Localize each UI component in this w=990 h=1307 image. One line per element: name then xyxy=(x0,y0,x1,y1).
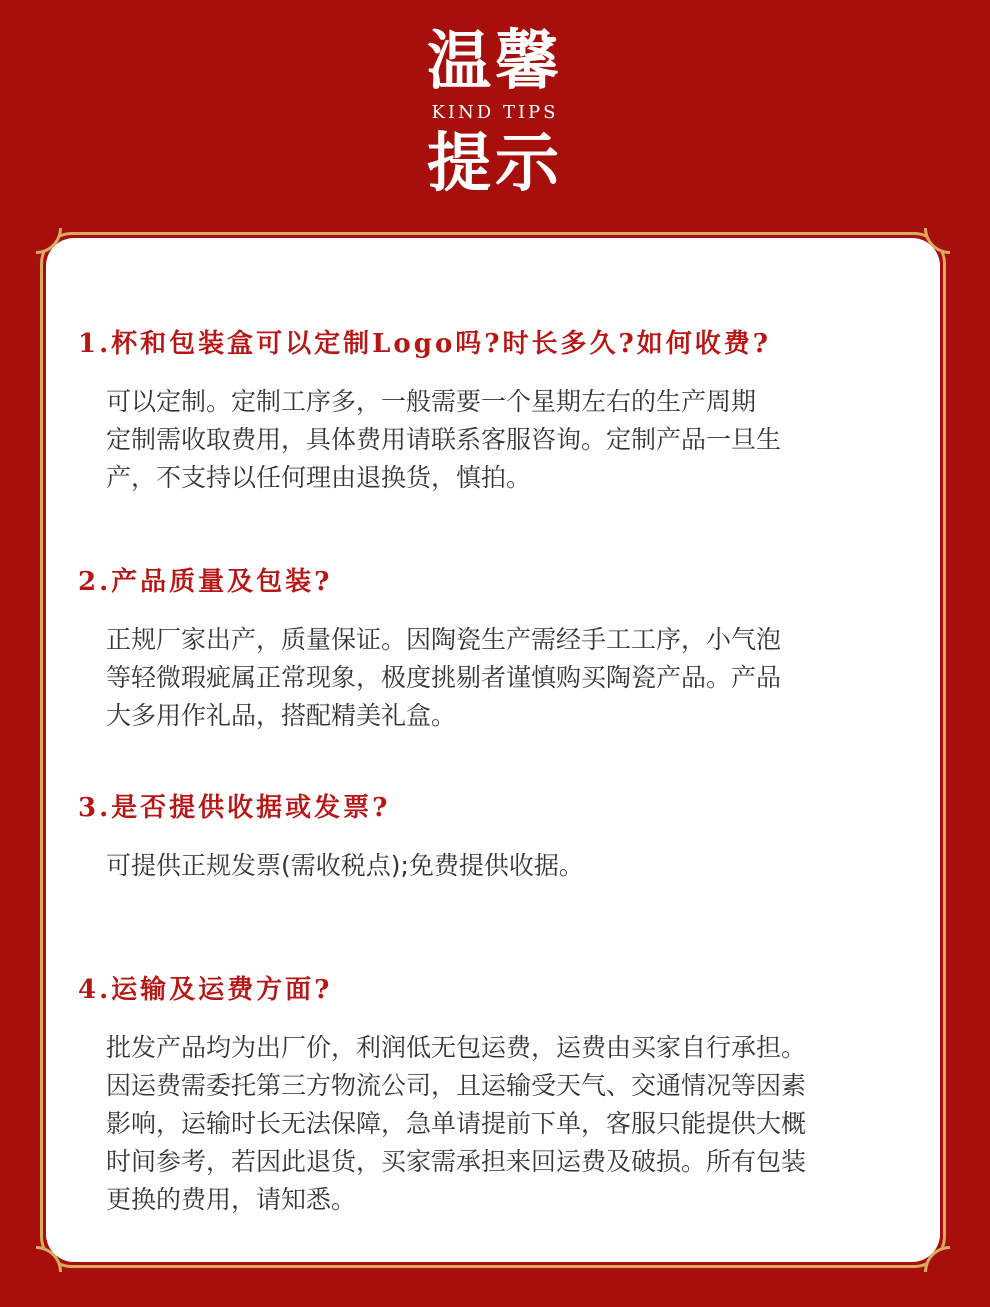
question-4: 4.运输及运费方面? xyxy=(78,975,333,1005)
answer-line: 时间参考，若因此退货，买家需承担来回运费及破损。所有包装 xyxy=(106,1147,807,1176)
title-top: 温馨 xyxy=(427,24,563,99)
title-subtitle: KIND TIPS xyxy=(431,102,559,123)
answer-line: 正规厂家出产，质量保证。因陶瓷生产需经手工工序，小气泡 xyxy=(106,625,782,654)
header xyxy=(0,0,990,230)
answer-line: 产，不支持以任何理由退换货，慎拍。 xyxy=(106,463,532,492)
answer-line: 因运费需委托第三方物流公司，且运输受天气、交通情况等因素 xyxy=(106,1071,807,1100)
question-3: 3.是否提供收据或发票? xyxy=(78,793,391,823)
answer-line: 定制需收取费用，具体费用请联系客服咨询。定制产品一旦生 xyxy=(106,425,782,454)
question-1: 1.杯和包装盒可以定制Logo吗?时长多久?如何收费? xyxy=(78,329,771,359)
answer-2 xyxy=(106,621,876,735)
title-bottom: 提示 xyxy=(427,126,563,201)
answer-line: 批发产品均为出厂价，利润低无包运费，运费由买家自行承担。 xyxy=(106,1033,807,1062)
answer-line: 更换的费用，请知悉。 xyxy=(106,1185,357,1214)
answer-line: 可以定制。定制工序多，一般需要一个星期左右的生产周期 xyxy=(106,387,757,416)
answer-4 xyxy=(106,1029,876,1219)
answer-line: 可提供正规发票(需收税点);免费提供收据。 xyxy=(106,851,584,880)
answer-line: 影响，运输时长无法保障，急单请提前下单，客服只能提供大概 xyxy=(106,1109,807,1138)
answer-line: 等轻微瑕疵属正常现象，极度挑剔者谨慎购买陶瓷产品。产品 xyxy=(106,663,782,692)
answer-3 xyxy=(106,847,876,885)
answer-1 xyxy=(106,383,876,497)
question-2: 2.产品质量及包装? xyxy=(78,567,333,597)
answer-line: 大多用作礼品，搭配精美礼盒。 xyxy=(106,701,457,730)
